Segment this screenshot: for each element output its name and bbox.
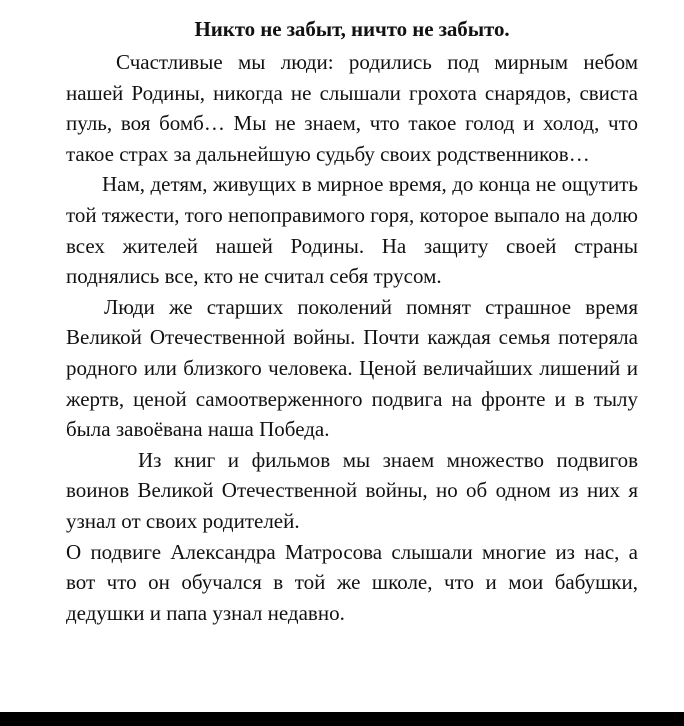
paragraph-2: Нам, детям, живущих в мирное время, до конца не ощутить той тяжести, того непоправимого горя, которое выпало на долю всех жителей нашей Родины. На защиту своей страны поднялись все, кто не считал себя трусом. xyxy=(66,172,638,289)
paragraph-1: Счастливые мы люди: родились под мирным небом нашей Родины, никогда не слышали грохота снарядов, свиста пуль, воя бомб… Мы не знаем, что такое голод и холод, что такое страх за дальнейшую судьбу своих родственников… xyxy=(66,50,638,166)
paragraph-4: Из книг и фильмов мы знаем множество подвигов воинов Великой Отечественной войны, но об одном из них я узнал от своих родителей. xyxy=(66,447,638,533)
document-title: Никто не забыт, ничто не забыто. xyxy=(194,17,510,41)
paragraph-5: О подвиге Александра Матросова слышали многие из нас, а вот что он обучался в той же школе, что и мои бабушки, дедушки и папа узнал недавно. xyxy=(66,539,638,625)
paragraph-3: Люди же старших поколений помнят страшное время Великой Отечественной войны. Почти каждая семья потеряла родного или близкого человека. Ценой величайших лишений и жертв, ценой самоотверженного подвига на фронте и в тылу была завоёвана наша Победа. xyxy=(66,294,638,442)
bottom-edge-bar xyxy=(0,712,684,726)
